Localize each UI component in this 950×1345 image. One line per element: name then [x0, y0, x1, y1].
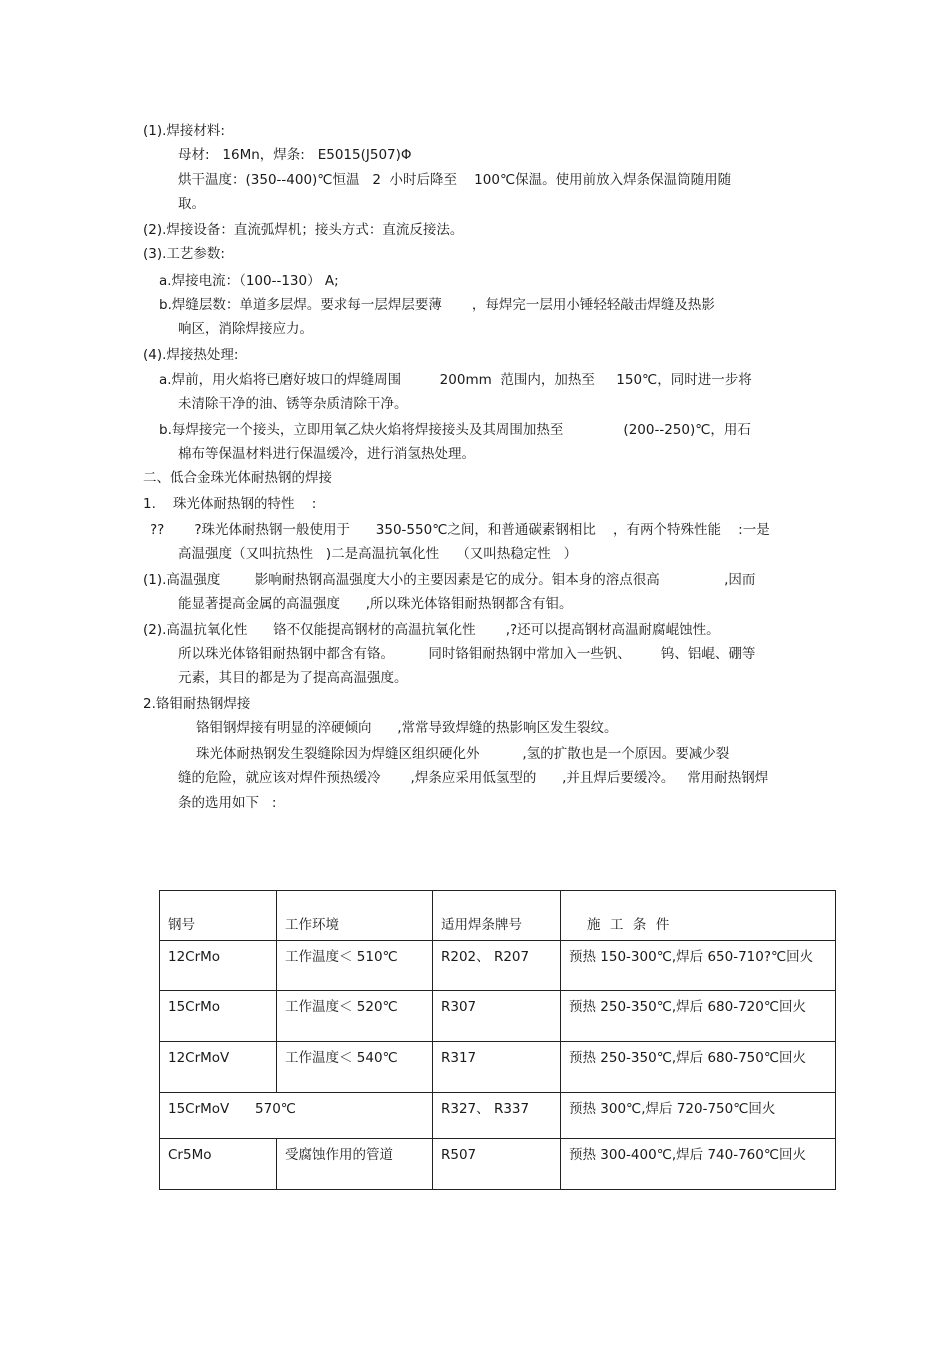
cell-electrode: R307 — [433, 991, 561, 1042]
cell-environment: 工作温度＜ 520℃ — [277, 991, 433, 1042]
cell-electrode: R317 — [433, 1042, 561, 1093]
characteristics-line: ?? ?珠光体耐热钢一般使用于 350-550℃之间，和普通碳素钢相比 ，有两个特殊性能 :一是 — [150, 522, 770, 538]
cell-electrode: R202、 R207 — [433, 941, 561, 991]
high-temp-strength-line: (1).高温强度 影响耐热钢高温强度大小的主要因素是它的成分。钼本身的溶点很高 ,因而 — [143, 572, 756, 588]
subheading-crmo-welding: 2.铬钼耐热钢焊接 — [143, 696, 251, 712]
table-row — [160, 1139, 836, 1190]
cell-conditions: 预热 250-350℃,焊后 680-750℃回火 — [561, 1042, 836, 1093]
cell-steel-grade: 15CrMoV 570℃ — [160, 1093, 433, 1139]
oxidation-resistance-cont2: 元素，其目的都是为了提高高温强度。 — [178, 670, 408, 686]
base-material-line: 母材: 16Mn，焊条: E5015(J507)Φ — [178, 147, 412, 163]
cell-steel-grade: 12CrMoV — [160, 1042, 277, 1093]
post-weld-cont: 棉布等保温材料进行保温缓冷，进行消氢热处理。 — [178, 446, 475, 462]
drying-temp-line: 烘干温度：(350--400)℃恒温 2 小时后降至 100℃保温。使用前放入焊条保温筒随用随 — [178, 172, 732, 188]
table-row — [160, 1042, 836, 1093]
col-header-steel-grade: 钢号 — [160, 891, 277, 941]
cell-steel-grade: 15CrMo — [160, 991, 277, 1042]
cell-steel-grade: Cr5Mo — [160, 1139, 277, 1190]
cell-environment: 工作温度＜ 510℃ — [277, 941, 433, 991]
high-temp-strength-cont: 能显著提高金属的高温强度 ,所以珠光体铬钼耐热钢都含有钼。 — [178, 596, 573, 612]
preheat-line: a.焊前，用火焰将已磨好坡口的焊缝周围 200mm 范围内，加热至 150℃，同时进一步将 — [159, 372, 752, 388]
preheat-cont: 未清除干净的油、锈等杂质清除干净。 — [178, 396, 408, 412]
heading-welding-materials: (1).焊接材料: — [143, 123, 225, 139]
welding-current-line: a.焊接电流：（100--130） A; — [159, 273, 339, 289]
cell-electrode: R507 — [433, 1139, 561, 1190]
drying-temp-cont: 取。 — [178, 196, 205, 212]
cell-conditions: 预热 250-350℃,焊后 680-720℃回火 — [561, 991, 836, 1042]
oxidation-resistance-line: (2).高温抗氧化性 铬不仅能提高钢材的高温抗氧化性 ,?还可以提高钢材高温耐腐崐蚀性。 — [143, 622, 720, 638]
subheading-characteristics: 1. 珠光体耐热钢的特性 : — [143, 496, 317, 512]
cell-environment: 受腐蚀作用的管道 — [277, 1139, 433, 1190]
weld-layers-cont: 响区，消除焊接应力。 — [178, 321, 313, 337]
cell-environment: 工作温度＜ 540℃ — [277, 1042, 433, 1093]
table-header-row — [160, 891, 836, 941]
cell-steel-grade: 12CrMo — [160, 941, 277, 991]
col-header-environment: 工作环境 — [277, 891, 433, 941]
heading-heat-treatment: (4).焊接热处理: — [143, 347, 239, 363]
crmo-hardening-line: 铬钼钢焊接有明显的淬硬倾向 ,常常导致焊缝的热影响区发生裂纹。 — [196, 720, 618, 736]
cell-conditions: 预热 300℃,焊后 720-750℃回火 — [561, 1093, 836, 1139]
characteristics-cont: 高温强度（又叫抗热性 )二是高温抗氧化性 （又叫热稳定性 ） — [178, 546, 578, 562]
heading-process-params: (3).工艺参数: — [143, 246, 225, 262]
col-header-conditions: 施工条件 — [561, 891, 836, 941]
weld-layers-line: b.焊缝层数：单道多层焊。要求每一层焊层要薄 ，每焊完一层用小锤轻轻敲击焊缝及热影 — [159, 297, 715, 313]
electrode-selection-table — [159, 890, 836, 1190]
table-row — [160, 941, 836, 991]
cell-conditions: 预热 300-400℃,焊后 740-760℃回火 — [561, 1139, 836, 1190]
electrode-selection-intro: 条的选用如下 : — [178, 795, 277, 811]
cell-conditions: 预热 150-300℃,焊后 650-710?℃回火 — [561, 941, 836, 991]
cell-electrode: R327、 R337 — [433, 1093, 561, 1139]
heading-welding-equipment: (2).焊接设备：直流弧焊机；接头方式：直流反接法。 — [143, 222, 464, 238]
crack-cause-line: 珠光体耐热钢发生裂缝除因为焊缝区组织硬化外 ,氢的扩散也是一个原因。要减少裂 — [196, 746, 730, 762]
table-row — [160, 1093, 836, 1139]
crack-cause-cont: 缝的危险，就应该对焊件预热缓冷 ,焊条应采用低氢型的 ,并且焊后要缓冷。 常用耐热钢焊 — [178, 770, 769, 786]
post-weld-line: b.每焊接完一个接头，立即用氧乙炔火焰将焊接接头及其周围加热至 (200--250)℃，用石 — [159, 422, 751, 438]
section-two-heading: 二、低合金珠光体耐热钢的焊接 — [143, 470, 332, 486]
table-row — [160, 991, 836, 1042]
col-header-electrode: 适用焊条牌号 — [433, 891, 561, 941]
oxidation-resistance-cont: 所以珠光体铬钼耐热钢中都含有铬。 同时铬钼耐热钢中常加入一些钒、 钨、铝崐、硼等 — [178, 646, 756, 662]
